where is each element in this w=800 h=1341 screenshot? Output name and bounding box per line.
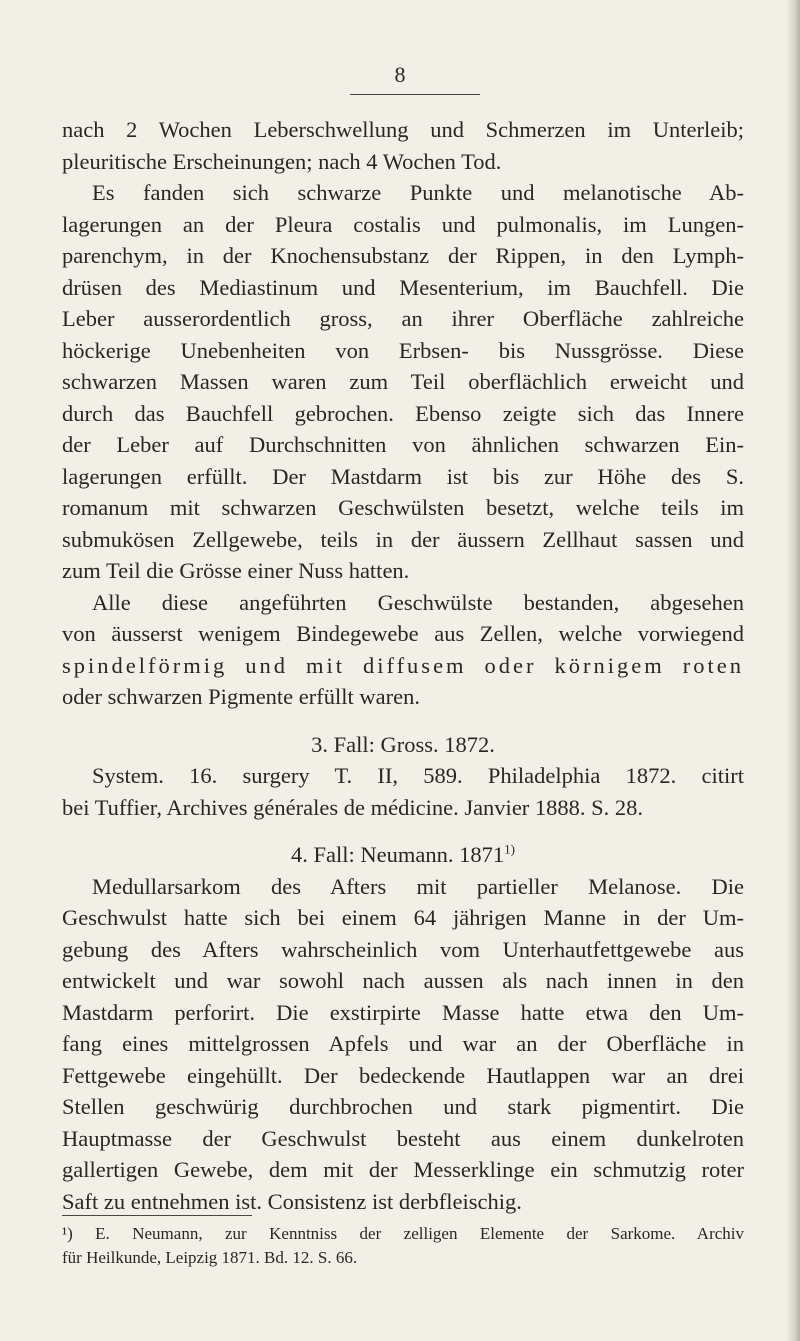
text-line: Hauptmasse der Geschwulst besteht aus einem dunkelroten	[62, 1125, 744, 1151]
main-text	[62, 114, 744, 1217]
page-number: 8	[394, 62, 406, 87]
text-line: Alle diese angeführten Geschwülste bestanden, abgesehen	[92, 589, 744, 615]
text-line: zum Teil die Grösse einer Nuss hatten.	[62, 558, 410, 583]
text-line: bei Tuffier, Archives générales de médicine. Janvier 1888. S. 28.	[62, 794, 644, 820]
text-line: gebung des Afters wahrscheinlich vom Unterhautfettgewebe aus	[62, 936, 744, 962]
spacer	[62, 713, 744, 729]
text-line: höckerige Unebenheiten von Erbsen- bis Nussgrösse. Diese	[62, 337, 744, 363]
text-line: lagerungen an der Pleura costalis und pulmonalis, im Lungen-	[62, 211, 744, 237]
text-line: schwarzen Massen waren zum Teil oberflächlich erweicht und	[62, 369, 744, 394]
text-line: der Leber auf Durchschnitten von ähnlichen schwarzen Ein-	[62, 432, 744, 457]
text-line: oder schwarzen Pigmente erfüllt waren.	[62, 684, 420, 709]
text-line: durch das Bauchfell gebrochen. Ebenso zeigte sich das Innere	[62, 400, 744, 426]
text-line: von äusserst wenigem Bindegewebe aus Zellen, welche vorwiegend	[62, 621, 744, 646]
text-line: Stellen geschwürig durchbrochen und stark pigmentirt. Die	[62, 1094, 744, 1119]
text-line: Medullarsarkom des Afters mit partieller Melanose. Die	[92, 873, 744, 899]
footnote-line: für Heilkunde, Leipzig 1871. Bd. 12. S. 66.	[62, 1248, 358, 1267]
text-line: pleuritische Erscheinungen; nach 4 Wochen Tod.	[62, 148, 502, 174]
text-line: drüsen des Mediastinum und Mesenterium, im Bauchfell. Die	[62, 274, 744, 300]
text-line: Fettgewebe eingehüllt. Der bedeckende Hautlappen war an drei	[62, 1062, 744, 1088]
text-line: romanum mit schwarzen Geschwülsten besetzt, welche teils im	[62, 495, 744, 520]
text-line: submukösen Zellgewebe, teils in der äussern Zellhaut sassen und	[62, 526, 744, 552]
text-line: Geschwulst hatte sich bei einem 64 jährigen Manne in der Um-	[62, 905, 744, 930]
text-line: nach 2 Wochen Leberschwellung und Schmerzen im Unterleib;	[62, 117, 744, 142]
page-number-rule	[350, 94, 480, 95]
text-line: fang eines mittelgrossen Apfels und war an der Oberfläche in	[62, 1031, 744, 1056]
paragraph-1	[62, 114, 744, 177]
text-line: spindelförmig und mit diffusem oder körnigem roten	[62, 652, 744, 678]
paragraph-2	[62, 177, 744, 587]
footnote-line: ¹) E. Neumann, zur Kenntniss der zelligen Elemente der Sarkome. Archiv	[62, 1224, 744, 1243]
text-line: Es fanden sich schwarze Punkte und melanotische Ab-	[92, 180, 744, 205]
text-line: System. 16. surgery T. II, 589. Philadelphia 1872. citirt	[92, 763, 744, 788]
footnotes	[62, 1222, 744, 1270]
text-line: entwickelt und war sowohl nach aussen als nach innen in den	[62, 968, 744, 993]
text-line: gallertigen Gewebe, dem mit der Messerklinge ein schmutzig roter	[62, 1157, 744, 1182]
case-4-heading-text: 4. Fall: Neumann. 1871	[291, 842, 505, 867]
footnote-marker: 1)	[504, 841, 515, 857]
text-line: Saft zu entnehmen ist. Consistenz ist derbfleischig.	[62, 1188, 522, 1214]
text-line: parenchym, in der Knochensubstanz der Rippen, in den Lymph-	[62, 243, 744, 268]
case-3-heading: 3. Fall: Gross. 1872.	[311, 731, 495, 757]
page-edge-shadow	[786, 0, 800, 1341]
spacer	[62, 823, 744, 839]
paragraph-3	[62, 587, 744, 713]
case-4-heading	[62, 839, 744, 871]
case-4-text	[62, 871, 744, 1218]
footnote-rule	[62, 1215, 252, 1216]
text-line: Mastdarm perforirt. Die exstirpirte Masse hatte etwa den Um-	[62, 999, 744, 1025]
text-line: Leber ausserordentlich gross, an ihrer Oberfläche zahlreiche	[62, 306, 744, 331]
text-line: lagerungen erfüllt. Der Mastdarm ist bis zur Höhe des S.	[62, 463, 744, 489]
case-3-text	[62, 760, 744, 823]
